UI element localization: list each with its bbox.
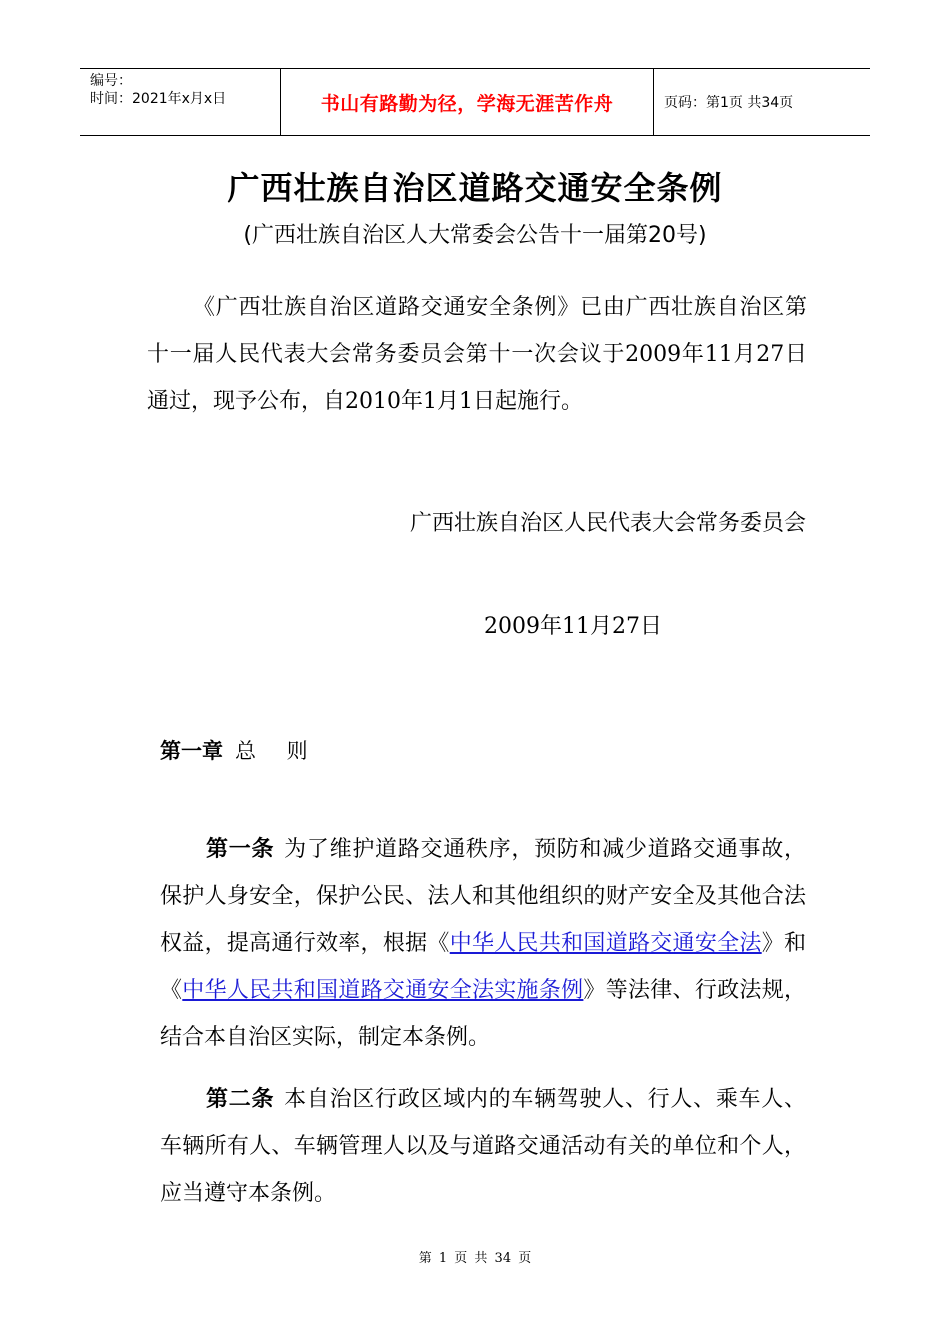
issuer-name: 广西壮族自治区人民代表大会常务委员会 bbox=[409, 511, 806, 536]
header-meta-cell bbox=[80, 69, 281, 135]
document-header bbox=[80, 68, 870, 136]
issue-date: 2009年11月27日 bbox=[484, 614, 662, 639]
document-title: 广西壮族自治区道路交通安全条例 bbox=[227, 169, 723, 207]
header-number-label: 编号： bbox=[90, 73, 132, 89]
chapter-number: 第一章 bbox=[160, 738, 223, 763]
header-time-label: 时间：2021年x月x日 bbox=[90, 91, 227, 107]
article-2-number: 第二条 bbox=[206, 1086, 275, 1112]
page-footer: 第 1 页 共 34 页 bbox=[418, 1251, 532, 1266]
header-motto: 书山有路勤为径，学海无涯苦作舟 bbox=[281, 69, 654, 135]
article-1 bbox=[160, 826, 806, 1061]
article-1-text-part-1: 为了维护道路交通秩序，预防和减少道路交通事故，保护人身安全，保护公民、法人和其他组织的财产安全及其他合法权益，提高通行效率，根据《 bbox=[160, 837, 806, 956]
article-1-number: 第一条 bbox=[206, 836, 275, 862]
law-link-road-traffic-safety-law[interactable]: 中华人民共和国道路交通安全法 bbox=[449, 931, 762, 956]
chapter-name: 总 则 bbox=[235, 739, 320, 763]
article-1-text-part-3: 》等法律、行政法规，结合本自治区实际，制定本条例。 bbox=[160, 978, 806, 1050]
article-1-text-part-2: 》和《 bbox=[160, 931, 806, 1003]
document-subtitle: (广西壮族自治区人大常委会公告十一届第20号) bbox=[243, 223, 707, 248]
header-page-info: 页码：第1页 共34页 bbox=[664, 95, 794, 111]
article-2-text: 本自治区行政区域内的车辆驾驶人、行人、乘车人、车辆所有人、车辆管理人以及与道路交通活动有关的单位和个人，应当遵守本条例。 bbox=[160, 1087, 806, 1206]
chapter-heading bbox=[160, 735, 320, 765]
article-2 bbox=[160, 1076, 806, 1217]
law-link-implementing-regulations[interactable]: 中华人民共和国道路交通安全法实施条例 bbox=[182, 978, 584, 1003]
intro-paragraph: 《广西壮族自治区道路交通安全条例》已由广西壮族自治区第十一届人民代表大会常务委员会第十一次会议于2009年11月27日通过，现予公布，自2010年1月1日起施行。 bbox=[147, 295, 807, 414]
